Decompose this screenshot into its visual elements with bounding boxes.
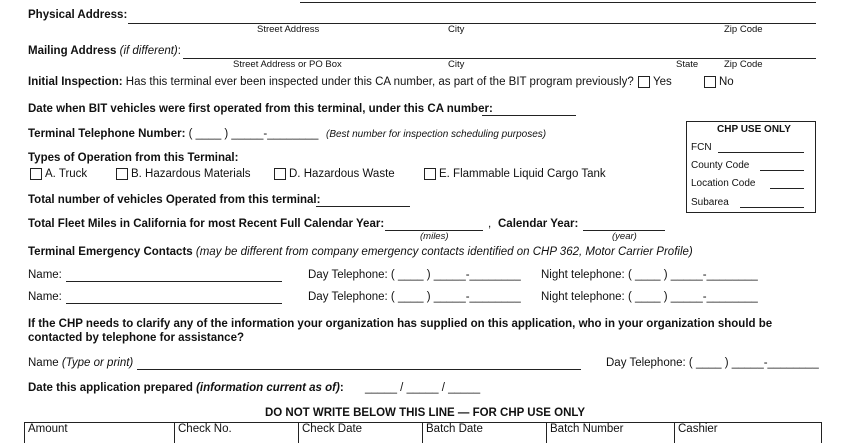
date-prepared-colon: : <box>339 382 344 394</box>
emergency-night-phone-2-label: Night telephone: <box>541 291 625 303</box>
physical-address-label: Physical Address: <box>28 9 128 21</box>
emergency-night-phone-1 <box>541 269 758 281</box>
mailing-address-colon: : <box>177 45 181 57</box>
emergency-contacts-note: (may be different from company emergency contacts identified on CHP 362, Motor Carrier Profile) <box>195 246 693 258</box>
chp-use-only-title: CHP USE ONLY <box>717 124 791 135</box>
mailing-city-caption: City <box>448 59 465 70</box>
fleet-miles-label: Total Fleet Miles in California for most Recent Full Calendar Year: <box>28 218 385 230</box>
mailing-address-label: Mailing Address <box>28 45 117 57</box>
emergency-night-phone-2 <box>541 291 758 303</box>
chp-county-code-label: County Code <box>691 160 750 171</box>
date-first-operated-label: Date when BIT vehicles were first operated from this terminal, under this CA number: <box>28 103 493 115</box>
operation-truck-label: A. Truck <box>45 168 88 180</box>
initial-inspection-row <box>28 76 634 88</box>
operation-truck-checkbox[interactable] <box>30 168 42 180</box>
chp-location-code-label: Location Code <box>691 178 756 189</box>
emergency-day-phone-1 <box>308 269 521 281</box>
date-prepared-label: Date this application prepared <box>28 382 193 394</box>
terminal-phone-label: Terminal Telephone Number: <box>28 128 186 140</box>
inspection-no-label: No <box>719 76 734 88</box>
header-batch-number: Batch Number <box>546 423 674 443</box>
fleet-miles-separator: , <box>488 218 492 230</box>
initial-inspection-label: Initial Inspection: <box>28 76 123 88</box>
emergency-day-phone-2-field[interactable]: ( ____ ) _____-________ <box>390 291 521 303</box>
emergency-name-2-field[interactable] <box>66 303 282 304</box>
physical-street-caption: Street Address <box>257 24 320 35</box>
contact-day-phone-label: Day Telephone: <box>606 357 686 369</box>
mailing-address-qualifier: (if different) <box>119 45 178 57</box>
emergency-day-phone-2-label: Day Telephone: <box>308 291 388 303</box>
contact-name-note: (Type or print) <box>61 357 134 369</box>
header-cashier: Cashier <box>674 423 822 443</box>
operation-flammable-checkbox[interactable] <box>424 168 436 180</box>
clarify-line-2: contacted by telephone for assistance? <box>28 332 245 344</box>
inspection-yes-checkbox[interactable] <box>638 76 650 88</box>
miles-caption: (miles) <box>420 231 449 242</box>
physical-zip-caption: Zip Code <box>724 24 763 35</box>
total-vehicles-field[interactable] <box>316 206 410 207</box>
contact-name-field[interactable] <box>137 369 581 370</box>
operation-hazmat-checkbox[interactable] <box>116 168 128 180</box>
clarify-line-1: If the CHP needs to clarify any of the information your organization has supplied on this application, who in your organization should be <box>28 318 773 330</box>
date-prepared-qualifier: (information current as of) <box>196 382 340 394</box>
header-check-no: Check No. <box>174 423 298 443</box>
chp-fcn-field[interactable] <box>718 152 804 153</box>
total-vehicles-label: Total number of vehicles Operated from this terminal: <box>28 194 321 206</box>
year-caption: (year) <box>612 231 637 242</box>
emergency-night-phone-2-field[interactable]: ( ____ ) _____-________ <box>627 291 758 303</box>
date-first-operated-field[interactable] <box>482 115 576 116</box>
chp-location-code-field[interactable] <box>770 188 804 189</box>
top-rule <box>300 2 816 3</box>
types-of-operation-label: Types of Operation from this Terminal: <box>28 152 239 164</box>
date-prepared-field[interactable]: _____ / _____ / _____ <box>365 382 481 394</box>
mailing-address-label-group <box>28 45 181 57</box>
emergency-day-phone-1-field[interactable]: ( ____ ) _____-________ <box>390 269 521 281</box>
inspection-no-checkbox[interactable] <box>704 76 716 88</box>
mailing-street-caption: Street Address or PO Box <box>233 59 342 70</box>
contact-name-label: Name <box>28 357 59 369</box>
emergency-day-phone-1-label: Day Telephone: <box>308 269 388 281</box>
operation-hazwaste-label: D. Hazardous Waste <box>289 168 395 180</box>
physical-address-line[interactable] <box>128 23 816 24</box>
emergency-name-1-field[interactable] <box>66 281 282 282</box>
terminal-phone-field[interactable]: ( ____ ) _____-________ <box>188 128 319 140</box>
do-not-write-notice: DO NOT WRITE BELOW THIS LINE — FOR CHP USE ONLY <box>264 407 586 419</box>
calendar-year-label: Calendar Year: <box>498 218 579 230</box>
mailing-zip-caption: Zip Code <box>724 59 763 70</box>
emergency-night-phone-1-label: Night telephone: <box>541 269 625 281</box>
emergency-contacts-label: Terminal Emergency Contacts <box>28 246 193 258</box>
header-batch-date: Batch Date <box>422 423 546 443</box>
terminal-phone-row <box>28 128 318 140</box>
emergency-name-1-label: Name: <box>28 269 62 281</box>
contact-day-phone <box>606 357 819 369</box>
chp-subarea-label: Subarea <box>691 197 729 208</box>
chp-county-code-field[interactable] <box>760 170 804 171</box>
operation-hazwaste-checkbox[interactable] <box>274 168 286 180</box>
header-check-date: Check Date <box>298 423 422 443</box>
mailing-state-caption: State <box>676 59 699 70</box>
chp-subarea-field[interactable] <box>740 207 804 208</box>
emergency-night-phone-1-field[interactable]: ( ____ ) _____-________ <box>627 269 758 281</box>
operation-flammable-label: E. Flammable Liquid Cargo Tank <box>439 168 606 180</box>
emergency-contacts-row <box>28 246 693 258</box>
date-prepared-row <box>28 382 344 394</box>
header-amount: Amount <box>24 423 174 443</box>
chp-fcn-label: FCN <box>691 142 712 153</box>
physical-city-caption: City <box>448 24 465 35</box>
contact-name-row <box>28 357 133 369</box>
inspection-yes-label: Yes <box>653 76 672 88</box>
contact-day-phone-field[interactable]: ( ____ ) _____-________ <box>688 357 819 369</box>
initial-inspection-question: Has this terminal ever been inspected under this CA number, as part of the BIT program previously? <box>125 76 634 88</box>
terminal-phone-note: (Best number for inspection scheduling purposes) <box>326 129 547 140</box>
operation-hazmat-label: B. Hazardous Materials <box>131 168 251 180</box>
emergency-day-phone-2 <box>308 291 521 303</box>
emergency-name-2-label: Name: <box>28 291 62 303</box>
